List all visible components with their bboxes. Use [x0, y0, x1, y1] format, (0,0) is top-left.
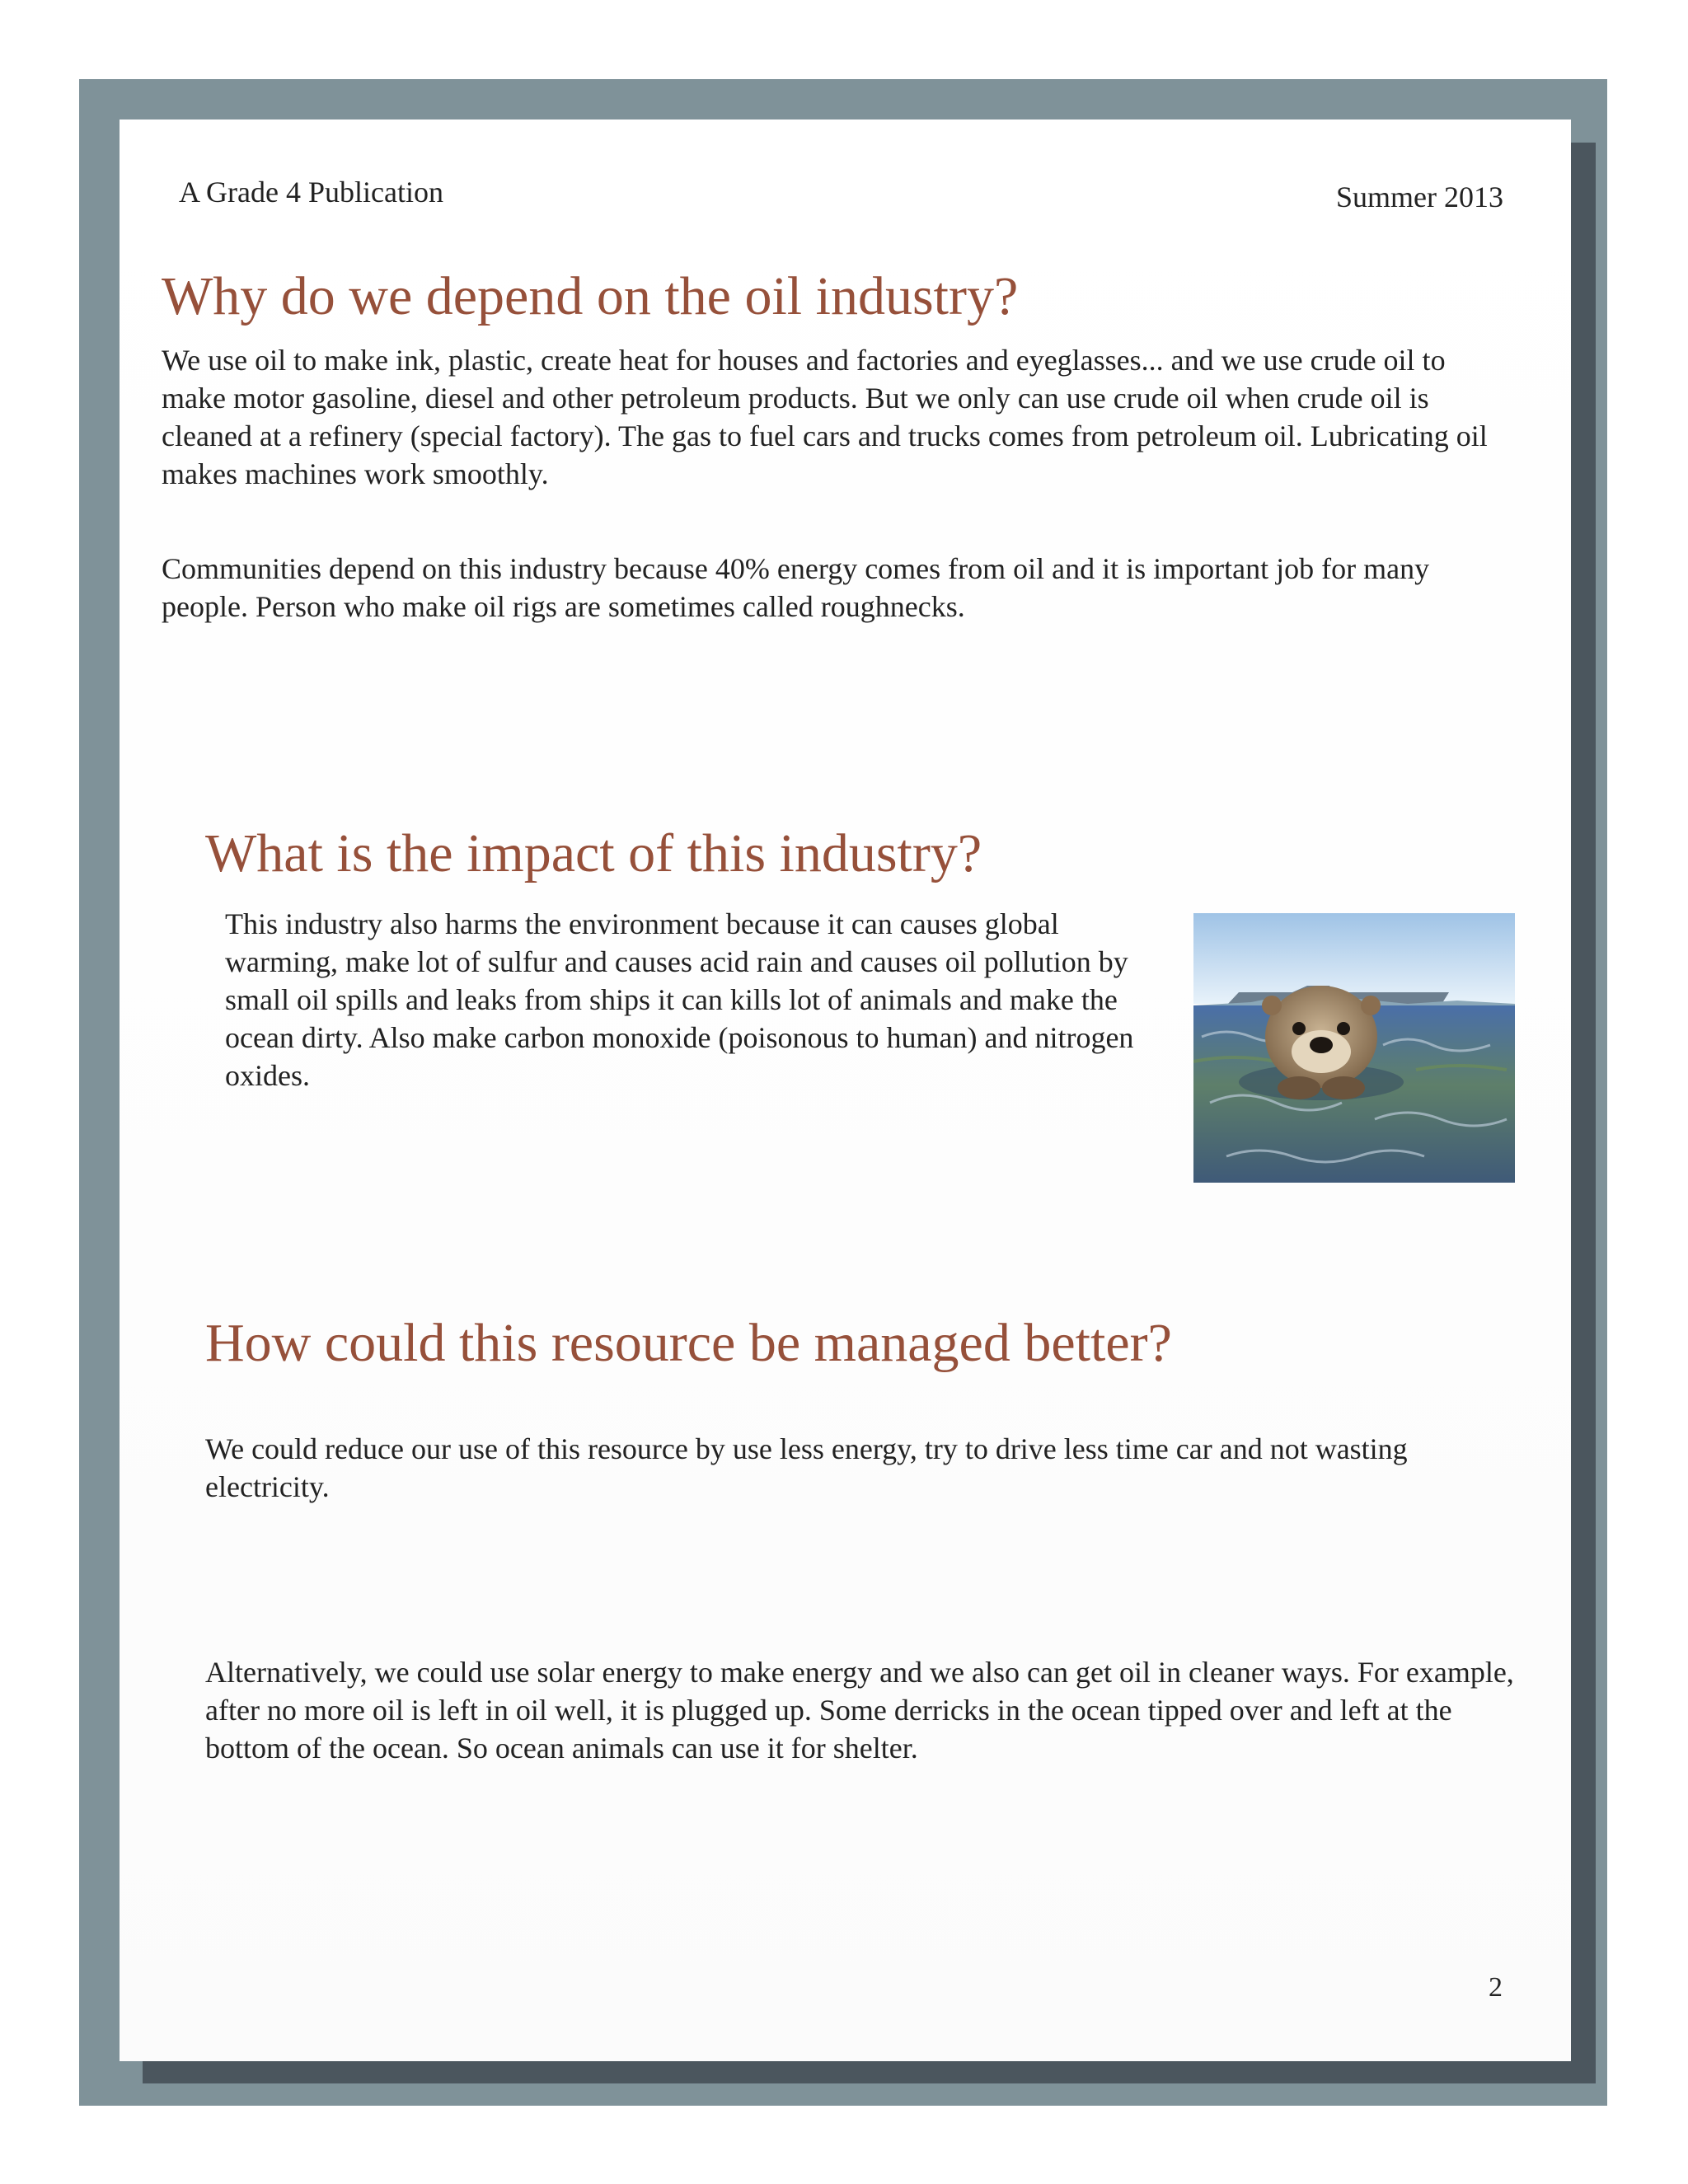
section-paragraph: We could reduce our use of this resource by use less energy, try to drive less time car and not wasting electricity. — [205, 1432, 1408, 1503]
section-heading-management: How could this resource be managed better? — [205, 1313, 1172, 1373]
page-number: 2 — [1489, 1972, 1503, 2003]
section-heading-impact: What is the impact of this industry? — [205, 823, 982, 883]
publication-label: A Grade 4 Publication — [179, 176, 443, 209]
section-paragraph: This industry also harms the environment because it can causes global warming, make lot of sulfur and causes acid rain and causes oil pollution by small oil spills and leaks from ships it can kills lot of animals and make the ocean dirty. Also make carbon monoxide (poisonous to human) and nitrogen oxides. — [225, 907, 1134, 1092]
section-paragraph: We use oil to make ink, plastic, create heat for houses and factories and eyeglasses... and we use crude oil to make motor gasoline, diesel and other petroleum products. But we only can use crude oil when crude oil is cleaned at a refinery (special factory). The gas to fuel cars and trucks comes from petroleum oil. Lubricating oil makes machines work smoothly. — [162, 344, 1488, 490]
section-heading-dependence: Why do we depend on the oil industry? — [162, 266, 1019, 326]
issue-date: Summer 2013 — [1336, 180, 1503, 213]
section-paragraph: Communities depend on this industry because 40% energy comes from oil and it is important job for many people. Person who make oil rigs are sometimes called roughnecks. — [162, 552, 1430, 623]
sea-otter-photo — [1193, 913, 1515, 1183]
newsletter-page — [120, 120, 1571, 2061]
section-paragraph: Alternatively, we could use solar energy to make energy and we also can get oil in cleaner ways. For example, after no more oil is left in oil well, it is plugged up. Some derricks in the ocean tipped over and left at the bottom of the ocean. So ocean animals can use it for shelter. — [205, 1656, 1514, 1765]
